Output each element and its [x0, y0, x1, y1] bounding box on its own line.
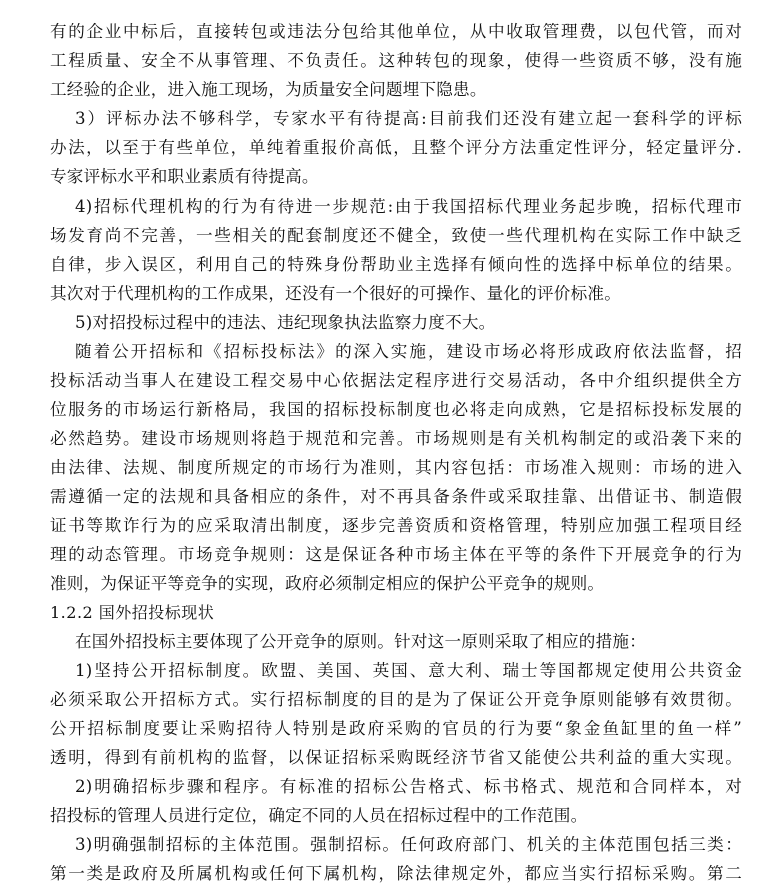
- text-line: 理的动态管理。市场竞争规则：这是保证各种市场主体在平等的条件下开展竞争的行为: [50, 545, 742, 564]
- text-line: 在国外招投标主要体现了公开竞争的原则。针对这一原则采取了相应的措施：: [75, 632, 646, 651]
- text-line: 第一类是政府及所属机构或任何下属机构，除法律规定外，都应当实行招标采购。第二: [50, 864, 742, 883]
- text-line: 1)坚持公开招标制度。欧盟、美国、英国、意大利、瑞士等国都规定使用公共资金: [75, 661, 742, 680]
- text-line: 4)招标代理机构的行为有待进一步规范:由于我国招标代理业务起步晚，招标代理市: [75, 197, 742, 216]
- text-line: 3）评标办法不够科学，专家水平有待提高:目前我们还没有建立起一套科学的评标: [75, 109, 742, 128]
- text-line: 需遵循一定的法规和具备相应的条件，对不再具备条件或采取挂靠、出借证书、制造假: [50, 487, 742, 506]
- text-line: 公开招标制度要让采购招待人特别是政府采购的官员的行为要“象金鱼缸里的鱼一样”: [50, 719, 742, 738]
- text-line: 证书等欺诈行为的应采取清出制度，逐步完善资质和资格管理，特别应加强工程项目经: [50, 516, 742, 535]
- text-line: 随着公开招标和《招标投标法》的深入实施，建设市场必将形成政府依法监督，招: [75, 342, 742, 361]
- text-line: 工程质量、安全不从事管理、不负责任。这种转包的现象，使得一些资质不够，没有施: [50, 51, 742, 70]
- text-line: 自律，步入误区，利用自己的特殊身份帮助业主选择有倾向性的选择中标单位的结果。: [50, 255, 742, 274]
- text-line: 必须采取公开招标方式。实行招标制度的目的是为了保证公开竞争原则能够有效贯彻。: [50, 690, 742, 709]
- text-line: 工经验的企业，进入施工现场，为质量安全问题埋下隐患。: [50, 80, 487, 99]
- text-line: 由法律、法规、制度所规定的市场行为准则，其内容包括：市场准入规则：市场的进入: [50, 458, 742, 477]
- section-heading: 1.2.2 国外招投标现状: [50, 603, 215, 622]
- text-line: 位服务的市场运行新格局，我国的招标投标制度也必将走向成熟，它是招标投标发展的: [50, 400, 742, 419]
- text-line: 3)明确强制招标的主体范围。强制招标。任何政府部门、机关的主体范围包括三类：: [75, 835, 742, 854]
- text-line: 招投标的管理人员进行定位，确定不同的人员在招标过程中的工作范围。: [50, 806, 588, 825]
- text-line: 有的企业中标后，直接转包或违法分包给其他单位，从中收取管理费，以包代管，而对: [50, 22, 742, 41]
- text-line: 必然趋势。建设市场规则将趋于规范和完善。市场规则是有关机构制定的或沿袭下来的: [50, 429, 742, 448]
- text-line: 办法，以至于有些单位，单纯着重报价高低，且整个评分方法重定性评分，轻定量评分.: [50, 138, 742, 157]
- text-line: 准则，为保证平等竞争的实现，政府必须制定相应的保护公平竞争的规则。: [50, 574, 605, 593]
- text-line: 2)明确招标步骤和程序。有标准的招标公告格式、标书格式、规范和合同样本，对: [75, 777, 742, 796]
- text-line: 场发育尚不完善，一些相关的配套制度还不健全，致使一些代理机构在实际工作中缺乏: [50, 226, 742, 245]
- text-line: 5)对招投标过程中的违法、违纪现象执法监察力度不大。: [75, 313, 496, 332]
- text-line: 投标活动当事人在建设工程交易中心依据法定程序进行交易活动，各中介组织提供全方: [50, 371, 742, 390]
- text-line: 专家评标水平和职业素质有待提高。: [50, 167, 319, 186]
- text-line: 其次对于代理机构的工作成果，还没有一个很好的可操作、量化的评价标准。: [50, 284, 621, 303]
- text-line: 透明，得到有前机构的监督，以保证招标采购既经济节省又能使公共利益的重大实现。: [50, 748, 742, 767]
